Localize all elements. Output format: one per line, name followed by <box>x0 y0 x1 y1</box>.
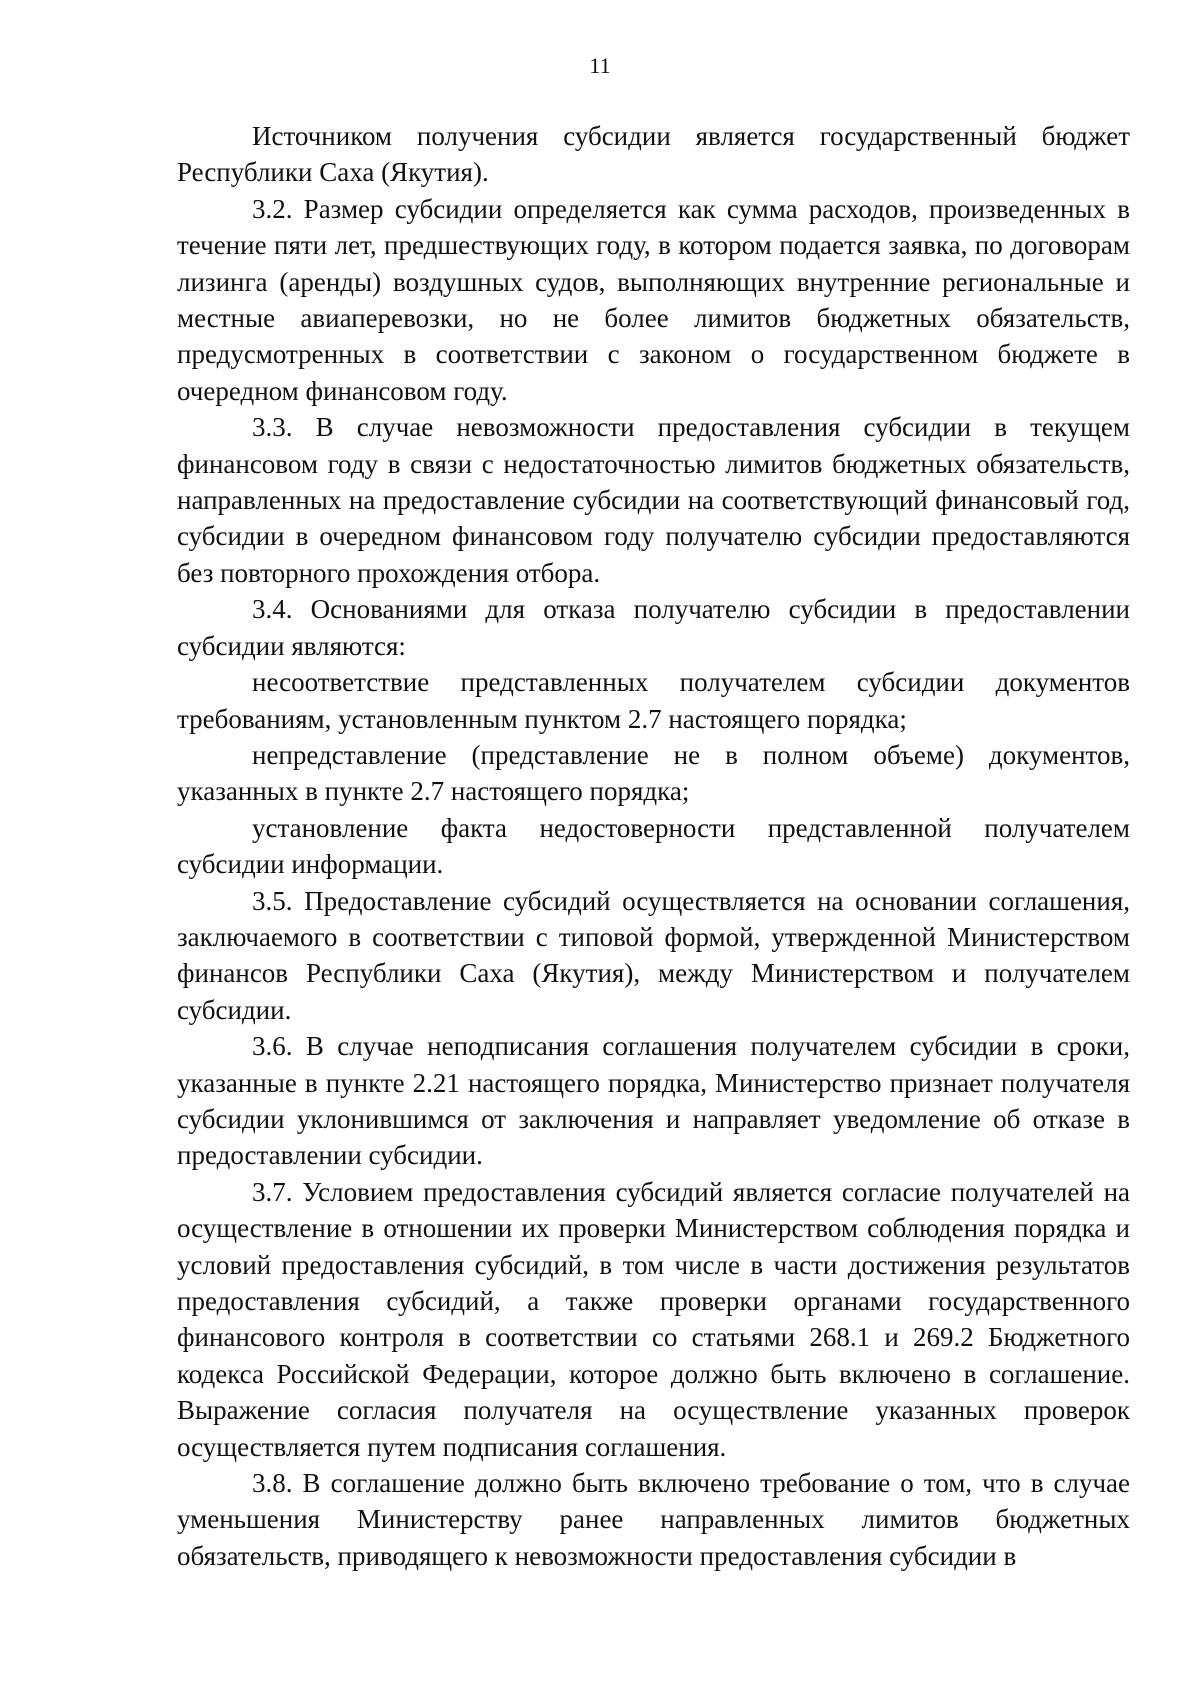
paragraph-3-4: 3.4. Основаниями для отказа получателю субсидии в предоставлении субсидии являются: <box>177 594 1130 661</box>
paragraph-3-2: 3.2. Размер субсидии определяется как сумма расходов, произведенных в течение пяти лет, предшествующих году, в котором подается заявка, по договорам лизинга (аренды) воздушных судов, выполняющих внутренние региональные и местные авиаперевозки, но не более лимитов бюджетных обязательств, предусмотренных в соответствии с законом о государственном бюджете в очередном финансовом году. <box>177 193 1130 406</box>
paragraph-3-4-item-1: несоответствие представленных получателем субсидии документов требованиям, установленным пунктом 2.7 настоящего порядка; <box>177 667 1130 734</box>
document-body <box>177 118 1130 1574</box>
page-number: 11 <box>589 53 611 78</box>
paragraph-3-8: 3.8. В соглашение должно быть включено требование о том, что в случае уменьшения Министерству ранее направленных лимитов бюджетных обязательств, приводящего к невозможности предоставления субсидии в <box>177 1468 1130 1571</box>
paragraph-3-4-item-3: установление факта недостоверности представленной получателем субсидии информации. <box>177 812 1130 880</box>
paragraph-3-3: 3.3. В случае невозможности предоставления субсидии в текущем финансовом году в связи с недостаточностью лимитов бюджетных обязательств, направленных на предоставление субсидии на соответствующий финансовый год, субсидии в очередном финансовом году получателю субсидии предоставляются без повторного прохождения отбора. <box>177 412 1130 588</box>
paragraph-3-5: 3.5. Предоставление субсидий осуществляется на основании соглашения, заключаемого в соответствии с типовой формой, утвержденной Министерством финансов Республики Саха (Якутия), между Министерством и получателем субсидии. <box>177 885 1130 1025</box>
paragraph-3-4-item-2: непредставление (представление не в полном объеме) документов, указанных в пункте 2.7 настоящего порядка; <box>177 739 1130 807</box>
paragraph-3-7: 3.7. Условием предоставления субсидий является согласие получателей на осуществление в отношении их проверки Министерством соблюдения порядка и условий предоставления субсидий, в том числе в части достижения результатов предоставления субсидий, а также проверки органами государственного финансового контроля в соответствии со статьями 268.1 и 269.2 Бюджетного кодекса Российской Федерации, которое должно быть включено в соглашение. Выражение согласия получателя на осуществление указанных проверок осуществляется путем подписания соглашения. <box>177 1176 1130 1462</box>
paragraph-funding-source: Источником получения субсидии является государственный бюджет Республики Саха (Якутия). <box>177 121 1130 188</box>
paragraph-3-6: 3.6. В случае неподписания соглашения получателем субсидии в сроки, указанные в пункте 2.21 настоящего порядка, Министерство признает получателя субсидии уклонившимся от заключения и направляет уведомление об отказе в предоставлении субсидии. <box>177 1031 1130 1171</box>
